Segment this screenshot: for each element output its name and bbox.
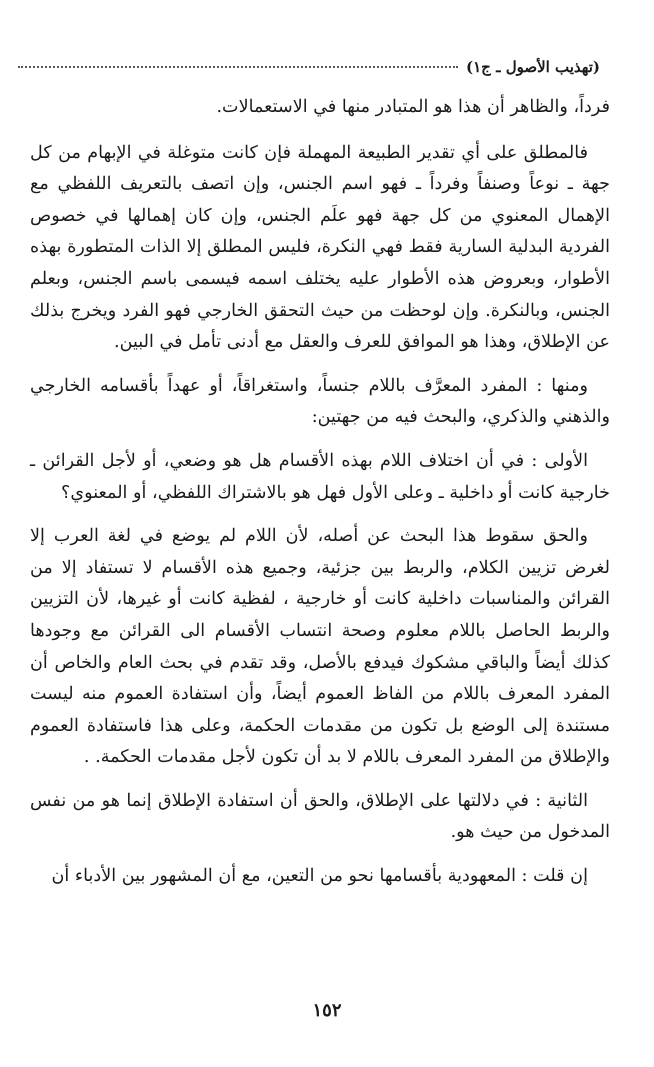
paragraph-mutlaq-definition: فالمطلق على أي تقدير الطبيعة المهملة فإن كانت متوغلة في الإبهام من كل جهة ـ نوعاً وصنفاً وفرداً ـ فهو اسم الجنس، وإن اتصف بالتعريف اللفظي مع الإهمال المعنوي من كل جهة فهو علَم الجنس، وإن كان إهمالها في خصوص الفردية البدلية السارية فقط فهي النكرة، فليس المطلق إلا الذات المتطورة بهذه الأطوار، وبعروض هذه الأطوار عليه يختلف اسمه فيسمى باسم الجنس، وبعلم الجنس، وبالنكرة. وإن لوحظت من حيث التحقق الخارجي فهو الفرد ويخرج بذلك عن الإطلاق، وهذا هو الموافق للعرف والعقل مع أدنى تأمل في البين. [30,142,610,353]
running-header-title: (تهذيب الأصول ـ ج١) [466,58,600,76]
header-dotted-leader [18,66,458,68]
running-header [18,54,600,80]
paragraph-continuation: فرداً، والظاهر أن هذا هو المتبادر منها في الاستعمالات. [216,97,610,117]
paragraph-first-aspect: الأولى : في أن اختلاف اللام بهذه الأقسام هل هو وضعي، أو لأجل القرائن ـ خارجية كانت أو داخلية ـ وعلى الأول فهل هو بالاشتراك اللفظي، أو المعنوي؟ [30,450,610,503]
paragraph-mufrad-muarraf: ومنها : المفرد المعرَّف باللام جنساً، واستغراقاً، أو عهداً بأقسامه الخارجي والذهني والذكري، والبحث فيه من جهتين: [30,375,610,428]
paragraph-haqq-suqut: والحق سقوط هذا البحث عن أصله، لأن اللام لم يوضع في لغة العرب إلا لغرض تزيين الكلام، والربط بين جزئية، وجميع هذه الأقسام لا تستفاد إلا من القرائن والمناسبات داخلية كانت أو خارجية ، لفظية كانت أو غيرها، لأن التزيين والربط الحاصل باللام معلوم وصحة انتساب الأقسام الى القرائن مع وجودها كذلك أيضاً والباقي مشكوك فيدفع بالأصل، وقد تقدم في بحث العام والخاص أن المفرد المعرف باللام من الفاظ العموم أيضاً، وأن استفادة العموم منه ليست مستندة إلى الوضع بل تكون من مقدمات الحكمة، وعلى هذا فاستفادة العموم والإطلاق من المفرد المعرف باللام لا بد أن تكون لأجل مقدمات الحكمة. . [30,526,610,768]
paragraph-objection: إن قلت : المعهودية بأقسامها نحو من التعين، مع أن المشهور بين الأدباء أن [51,866,588,887]
page-number: ١٥٢ [312,1000,342,1021]
paragraph-second-aspect: الثانية : في دلالتها على الإطلاق، والحق أن استفادة الإطلاق إنما هو من نفس المدخول من حيث هو. [30,790,610,843]
body-text [30,92,610,893]
